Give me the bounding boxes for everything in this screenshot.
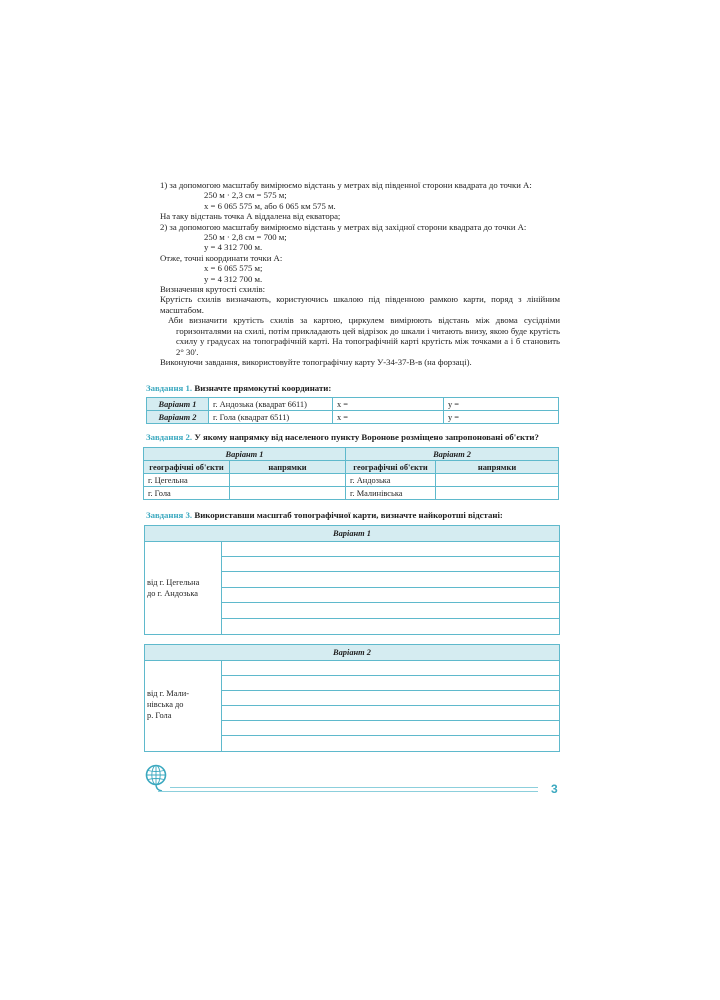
answer-line[interactable] bbox=[222, 571, 559, 572]
step-2-y: y = 4 312 700 м. bbox=[204, 242, 263, 253]
variant-1-header: Варіант 1 bbox=[144, 448, 346, 461]
object-cell: г. Андозька bbox=[346, 474, 436, 487]
x-answer-cell[interactable]: x = bbox=[333, 411, 444, 424]
variant-2-title: Варіант 2 bbox=[145, 645, 559, 661]
task-2-heading: Завдання 2. У якому напрямку від населеного пункту Воронове розміщено запропоновані об'єкти? bbox=[146, 432, 539, 442]
column-header-directions: напрямки bbox=[436, 461, 559, 474]
answer-line[interactable] bbox=[222, 735, 559, 736]
route-label: від г. Мали- нівська до р. Гола bbox=[145, 661, 222, 751]
y-answer-cell[interactable]: y = bbox=[444, 398, 559, 411]
direction-answer-cell[interactable] bbox=[230, 487, 346, 500]
column-header-objects: географічні об'єкти bbox=[144, 461, 230, 474]
column-header-directions: напрямки bbox=[230, 461, 346, 474]
object-cell: г. Гола bbox=[144, 487, 230, 500]
direction-answer-cell[interactable] bbox=[230, 474, 346, 487]
task-3-variant-1-box bbox=[144, 525, 560, 635]
footer-rule bbox=[170, 787, 538, 788]
result-y: y = 4 312 700 м. bbox=[204, 273, 263, 284]
variant-1-title: Варіант 1 bbox=[145, 526, 559, 542]
globe-icon bbox=[145, 764, 169, 794]
table-header-row bbox=[144, 461, 559, 474]
answer-line[interactable] bbox=[222, 587, 559, 588]
page-number: 3 bbox=[551, 782, 558, 796]
result-x: x = 6 065 575 м; bbox=[204, 263, 263, 274]
task-3-variant-2-box bbox=[144, 644, 560, 752]
footer-rule bbox=[158, 791, 538, 792]
step-1-x: x = 6 065 575 м, або 6 065 км 575 м. bbox=[204, 200, 336, 211]
object-cell: г. Малинівська bbox=[346, 487, 436, 500]
variant-label: Варіант 1 bbox=[147, 398, 209, 411]
table-row bbox=[144, 474, 559, 487]
answer-line[interactable] bbox=[222, 556, 559, 557]
step-2: 2) за допомогою масштабу вимірюємо відстань у метрах від західної сторони квадрата до точки А: bbox=[160, 221, 527, 232]
task-2-table bbox=[143, 447, 559, 500]
table-header-row bbox=[144, 448, 559, 461]
step-1-note: На таку відстань точка А віддалена від екватора; bbox=[160, 211, 341, 222]
column-header-objects: географічні об'єкти bbox=[346, 461, 436, 474]
direction-answer-cell[interactable] bbox=[436, 487, 559, 500]
table-row bbox=[147, 398, 559, 411]
route-label: від г. Цегельна до г. Андозька bbox=[145, 542, 222, 634]
variant-2-header: Варіант 2 bbox=[346, 448, 559, 461]
variant-label: Варіант 2 bbox=[147, 411, 209, 424]
answer-line[interactable] bbox=[222, 602, 559, 603]
step-1: 1) за допомогою масштабу вимірюємо відстань у метрах від південної сторони квадрата до точки А: bbox=[160, 180, 532, 190]
place-cell: г. Андозька (квадрат 6611) bbox=[209, 398, 333, 411]
task-1-heading: Завдання 1. Визначте прямокутні координати: bbox=[146, 383, 332, 393]
answer-line[interactable] bbox=[222, 675, 559, 676]
object-cell: г. Цегельна bbox=[144, 474, 230, 487]
answer-line[interactable] bbox=[222, 705, 559, 706]
result-intro: Отже, точні координати точки А: bbox=[160, 252, 283, 263]
direction-answer-cell[interactable] bbox=[436, 474, 559, 487]
answer-line[interactable] bbox=[222, 720, 559, 721]
table-row bbox=[144, 487, 559, 500]
slope-paragraph-2: Аби визначити крутість схилів за картою, циркулем вимірюють відстань між двома сусідніми горизонталями на схилі, потім прикладають цей відрізок до шкали і читають внизу, якою буде крутість схилу у градусах на топографічній карті. На топографічній карті крутість між точками а і б становить 2° 30'. bbox=[168, 315, 560, 357]
step-1-calc: 250 м · 2,3 см = 575 м; bbox=[204, 190, 287, 201]
instruction: Виконуючи завдання, використовуйте топографічну карту У-34-37-В-в (на форзаці). bbox=[160, 356, 472, 367]
intro-text bbox=[160, 180, 560, 367]
place-cell: г. Гола (квадрат 6511) bbox=[209, 411, 333, 424]
answer-line[interactable] bbox=[222, 618, 559, 619]
task-1-table bbox=[146, 397, 559, 424]
step-2-calc: 250 м · 2,8 см = 700 м; bbox=[204, 232, 287, 243]
task-3-heading: Завдання 3. Використавши масштаб топографічної карти, визначте найкоротші відстані: bbox=[146, 510, 503, 520]
x-answer-cell[interactable]: x = bbox=[333, 398, 444, 411]
slope-title: Визначення крутості схилів: bbox=[160, 284, 265, 295]
table-row bbox=[147, 411, 559, 424]
y-answer-cell[interactable]: y = bbox=[444, 411, 559, 424]
slope-paragraph-1: Крутість схилів визначають, користуючись шкалою під південною рамкою карти, поряд з лінійним масштабом. bbox=[160, 294, 560, 315]
answer-line[interactable] bbox=[222, 690, 559, 691]
